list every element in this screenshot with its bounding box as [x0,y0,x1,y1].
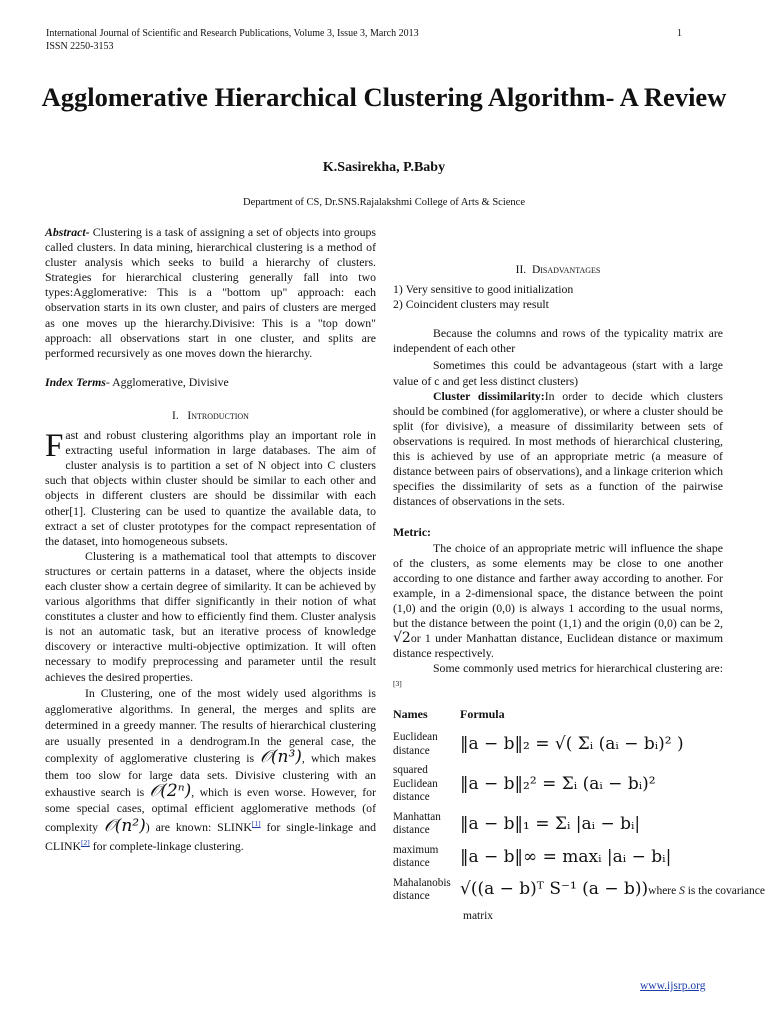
metric-heading [393,525,723,540]
mahalanobis-formula: √((a − b)ᵀ S⁻¹ (a − b)) [459,878,649,899]
metric-formula: ‖a − b‖₂ = √( Σᵢ (aᵢ − bᵢ)² ) [459,734,684,755]
intro-text-1: ast and robust clustering algorithms play an important role in extracting useful information in large databases. The aim of cluster analysis is to partition a set of N object into C clusters such that objects within cluster should be similar to each other and objects in different clusters are should be dissimilar with each other[1]. Clustering can be used to quantize the available data, to extract a set of cluster prototypes for the compact representation of the dataset, into homogeneous subsets. [45,428,376,548]
citation-link-slink[interactable]: [1] [251,819,261,829]
issn-line: ISSN 2250-3153 [46,40,114,52]
left-column [45,225,376,855]
intro-text-3b: , which makes them too slow for large data sets. Divisive clustering with an exhaustive search is [45,751,376,799]
index-terms-label: Index Terms [45,374,106,389]
table-row [393,728,765,761]
cluster-dissimilarity-label: Cluster dissimilarity: [433,388,545,403]
metric-text-1b: or 1 under Manhattan distance, Euclidean distance or maximum distance respectively. [393,631,723,661]
journal-line: International Journal of Scientific and Research Publications, Volume 3, Issue 3, March 2013 [46,28,419,39]
metric-heading-label: Metric: [393,525,431,540]
covariance-text: is the covariance [684,884,765,897]
citation-link-clink[interactable]: [2] [81,838,90,848]
disadv-paragraph-2: Sometimes this could be advantageous (start with a large value of c and get less distinct clusters) [393,358,723,388]
abstract [45,225,376,361]
intro-paragraph-3 [45,685,376,855]
drop-cap: F [45,428,64,465]
complexity-n-cubed: 𝒪(n³) [260,747,302,768]
metric-name: Manhattan distance [393,810,441,837]
section-title: Disadvantages [531,264,601,276]
cluster-dissimilarity-paragraph [393,389,723,510]
metric-text-2: Some commonly used metrics for hierarchical clustering are: [433,661,723,676]
journal-header [46,28,419,53]
metric-formula: ‖a − b‖∞ = maxᵢ |aᵢ − bᵢ| [459,846,672,867]
abstract-text: Clustering is a task of assigning a set of objects into groups called clusters. In data mining, hierarchical clustering is a method of cluster analysis which seeks to build a hierarchy of clusters. Strategies for hierarchical clustering generally fall into two types:Agglomerative: This is a "bottom up" approach: each observation starts in its own cluster, and pairs of clusters are merged as one moves up the hierarchy.Divisive: This is a "top down" approach: all observations start in one cluster, and splits are performed recursively as one moves down the hierarchy. [45,225,376,360]
metric-footnote: matrix [463,909,494,922]
section-number: II. [515,264,527,276]
metrics-table [393,707,765,907]
cluster-dissimilarity-text: In order to decide which clusters should be combined (for agglomerative), or where a cluster should be split (for divisive), a measure of dissimilarity between sets of observations is required. In most methods of hierarchical clustering, this is achieved by use of an appropriate metric (a measure of distance between pairs of observations), and a linkage criterion which specifies the dissimilarity of sets as a function of the pairwise distances of observations in the sets. [393,388,723,509]
abstract-label: Abstract- [45,225,90,239]
metric-formula: ‖a − b‖₂² = Σᵢ (aᵢ − bᵢ)² [459,774,656,795]
section-heading-disadvantages [393,263,723,278]
metric-name: squared Euclidean distance [393,764,438,804]
disadvantage-item-2: 2) Coincident clusters may result [393,297,549,312]
authors: K.Sasirekha, P.Baby [322,160,446,175]
intro-text-3d: ) are known: SLINK [145,820,252,835]
table-row [393,808,765,841]
journal-website-link[interactable]: www.ijsrp.org [640,980,706,992]
intro-text-3c: , which is even worse. However, for some special cases, optimal efficient agglomerative methods (of complexity [45,784,376,835]
metric-text-1a: The choice of an appropriate metric will influence the shape of the clusters, as some elements may be close to one another according to one distance and farther away according to another. For example, in a 2-dimensional space, the distance between the point (1,0) and the origin (0,0) is always 1 according to the usual norms, but the distance between the point (1,1) and the origin (0,0) can be 2, [393,540,723,630]
metric-name: Euclidean distance [393,731,438,757]
metric-formula: ‖a − b‖₁ = Σᵢ |aᵢ − bᵢ| [459,813,641,834]
affiliation: Department of CS, Dr.SNS.Rajalakshmi College of Arts & Science [242,197,525,208]
complexity-two-pow-n: 𝒪(2ⁿ) [149,780,192,801]
sqrt-two: √2 [393,630,411,647]
paper-title: Agglomerative Hierarchical Clustering Algorithm- A Review [41,82,727,112]
column-header-names: Names [393,707,428,722]
table-row [393,841,765,874]
column-header-formula: Formula [459,707,505,722]
intro-text-3f: for complete-linkage clustering. [89,839,244,854]
section-heading-introduction [45,409,376,424]
metric-name: maximum distance [393,843,439,870]
disadv-paragraph-1: Because the columns and rows of the typicality matrix are independent of each other [393,326,723,356]
section-number: I. [172,409,179,422]
where-text: where [648,884,680,897]
covariance-symbol: S [679,884,685,897]
intro-paragraph-1 [45,428,376,549]
index-terms-text: - Agglomerative, Divisive [105,374,229,389]
metric-paragraph-1 [393,541,723,662]
table-row [393,874,765,907]
table-header-row [393,707,765,728]
metric-citation: [3] [393,679,402,689]
intro-paragraph-2: Clustering is a mathematical tool that attempts to discover structures or certain patterns in a dataset, where the objects inside each cluster show a certain degree of similarity. It can be achieved by various algorithms that differ significantly in their notion of what constitutes a cluster and how to efficiently find them. Cluster analysis is not an automatic task, but an iterative process of knowledge discovery or interactive multi-objective optimization. It will often necessary to modify preprocessing and parameter until the result achieves the desired properties. [45,548,376,684]
page-number: 1 [677,28,682,39]
disadvantage-item-1: 1) Very sensitive to good initialization [393,282,574,297]
intro-text-3a: In Clustering, one of the most widely used algorithms is agglomerative algorithms. In general, the merges and splits are determined in a greedy manner. The results of hierarchical clustering are usually presented in a dendrogram.In the general case, the complexity of agglomerative clustering is [45,685,376,766]
right-column [393,244,765,924]
complexity-n-squared: 𝒪(n²) [103,816,146,837]
metric-formula [460,874,765,907]
intro-text-3e: for single-linkage and CLINK [45,820,376,854]
section-title: Introduction [187,409,249,422]
table-row [393,761,765,808]
metric-name: Mahalanobis distance [393,876,451,903]
metric-paragraph-2 [393,661,723,695]
index-terms [45,375,376,390]
